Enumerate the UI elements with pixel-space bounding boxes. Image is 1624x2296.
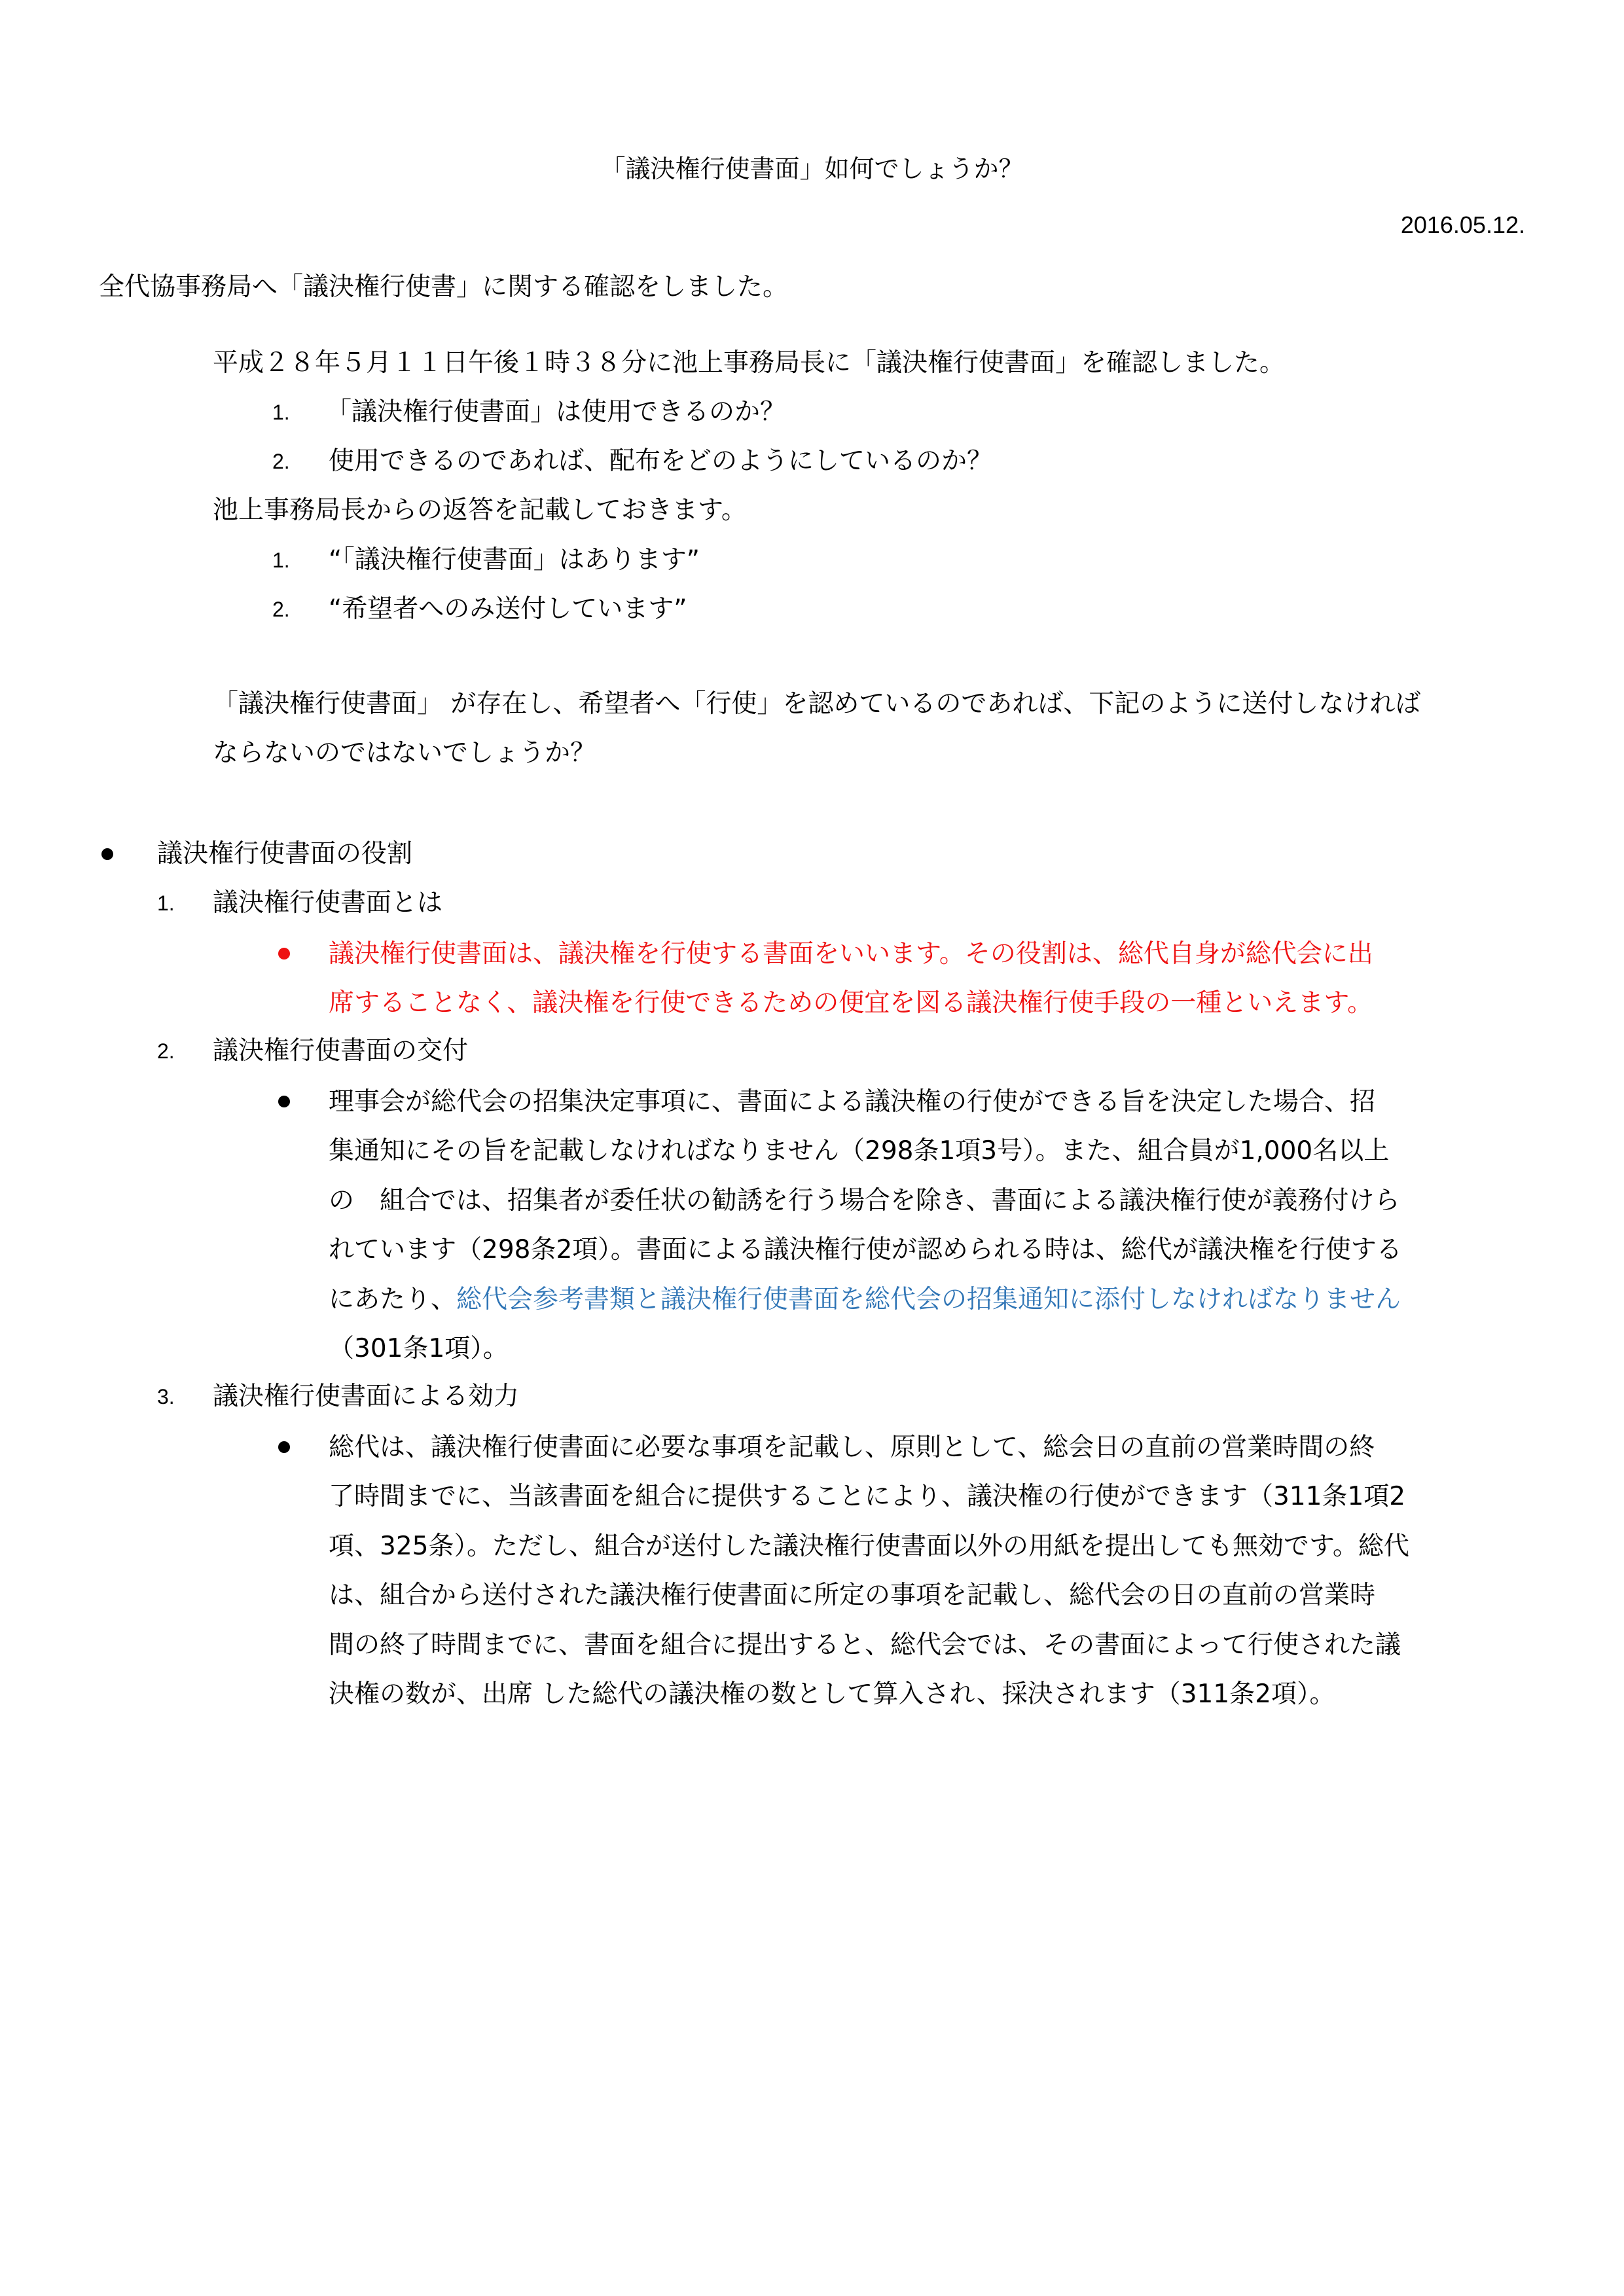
item-2-body: [329, 1077, 1402, 1373]
item-2-body-line: の 組合では、招集者が委任状の勧誘を行う場合を除き、書面による議決権行使が義務付けら: [329, 1185, 1400, 1215]
answer-2-text: “希望者へのみ送付しています”: [329, 594, 687, 624]
item-3-number: 3.: [157, 1385, 175, 1408]
item-3-heading: 議決権行使書面による効力: [213, 1382, 520, 1411]
item-2-number: 2.: [157, 1039, 175, 1063]
item-2-body-line: （301条1項）。: [329, 1334, 509, 1364]
item-3-body: [329, 1423, 1409, 1719]
confirm-line: 平成２８年５月１１日午後１時３８分に池上事務局長に「議決権行使書面」を確認しました。: [213, 348, 1286, 378]
item-1-number: 1.: [157, 891, 175, 915]
document-date: 2016.05.12.: [1400, 211, 1525, 238]
proposal-line: 「議決権行使書面」 が存在し、希望者へ「行使」を認めているのであれば、下記のように送付しなければ: [213, 689, 1421, 719]
item-2-body-line: 集通知にその旨を記載しなければなりません（298条1項3号）。また、組合員が1,000名以上: [329, 1136, 1390, 1166]
answer-1-text: “「議決権行使書面」はあります”: [329, 545, 700, 575]
item-1-body: [329, 929, 1373, 1028]
question-1-text: 「議決権行使書面」は使用できるのか？: [326, 397, 786, 427]
item-3-body-line: 決権の数が、出席 した総代の議決権の数として算入され、採決されます（311条2項）。: [329, 1679, 1335, 1710]
proposal-paragraph: [213, 679, 1420, 778]
question-2-text: 使用できるのであれば、配布をどのようにしているのか？: [329, 446, 993, 476]
item-2-body-line: [329, 1275, 1402, 1324]
item-3-body-line: 了時間までに、当該書面を組合に提供することにより、議決権の行使ができます（311条1項2: [329, 1482, 1406, 1512]
item-2-heading: 議決権行使書面の交付: [213, 1036, 469, 1066]
item-3-body-line: 間の終了時間までに、書面を組合に提出すると、総代会では、その書面によって行使された議: [329, 1630, 1401, 1660]
item-3-bullet-icon: [278, 1441, 290, 1453]
item-2-bullet-icon: [278, 1096, 290, 1107]
item-2-body-emphasis: 総代会参考書類と議決権行使書面を総代会の招集通知に添付しなければなりません: [456, 1284, 1401, 1314]
item-2-body-line: れています（298条2項）。書面による議決権行使が認められる時は、総代が議決権を行使する: [329, 1235, 1402, 1265]
item-3-body-line: 総代は、議決権行使書面に必要な事項を記載し、原則として、総会日の直前の営業時間の終: [329, 1433, 1375, 1462]
document-title: 「議決権行使書面」如何でしょうか？: [600, 154, 1024, 183]
section-bullet-icon: [101, 848, 113, 860]
question-1-number: 1.: [272, 401, 290, 424]
item-2-body-line: 理事会が総代会の招集決定事項に、書面による議決権の行使ができる旨を決定した場合、招: [329, 1087, 1376, 1117]
item-1-body-line: 議決権行使書面は、議決権を行使する書面をいいます。その役割は、総代自身が総代会に出: [329, 939, 1373, 969]
answer-intro: 池上事務局長からの返答を記載しておきます。: [213, 495, 747, 525]
item-1-heading: 議決権行使書面とは: [213, 888, 443, 918]
item-3-body-line: は、組合から送付された議決権行使書面に所定の事項を記載し、総代会の日の直前の営業時: [329, 1581, 1376, 1611]
answer-1-number: 1.: [272, 548, 290, 572]
item-3-body-line: 項、325条）。ただし、組合が送付した議決権行使書面以外の用紙を提出しても無効です。総代: [329, 1531, 1409, 1561]
question-2-number: 2.: [272, 450, 290, 473]
section-title: 議決権行使書面の役割: [157, 839, 413, 869]
answer-2-number: 2.: [272, 598, 290, 621]
item-1-bullet-icon: [278, 948, 290, 960]
item-1-body-line: 席することなく、議決権を行使できるための便宜を図る議決権行使手段の一種といえます。: [329, 988, 1373, 1018]
item-2-body-prefix: にあたり、: [329, 1284, 457, 1314]
proposal-line: ならないのではないでしょうか？: [213, 738, 596, 768]
intro-text: 全代協事務局へ「議決権行使書」に関する確認をしました。: [99, 272, 789, 302]
